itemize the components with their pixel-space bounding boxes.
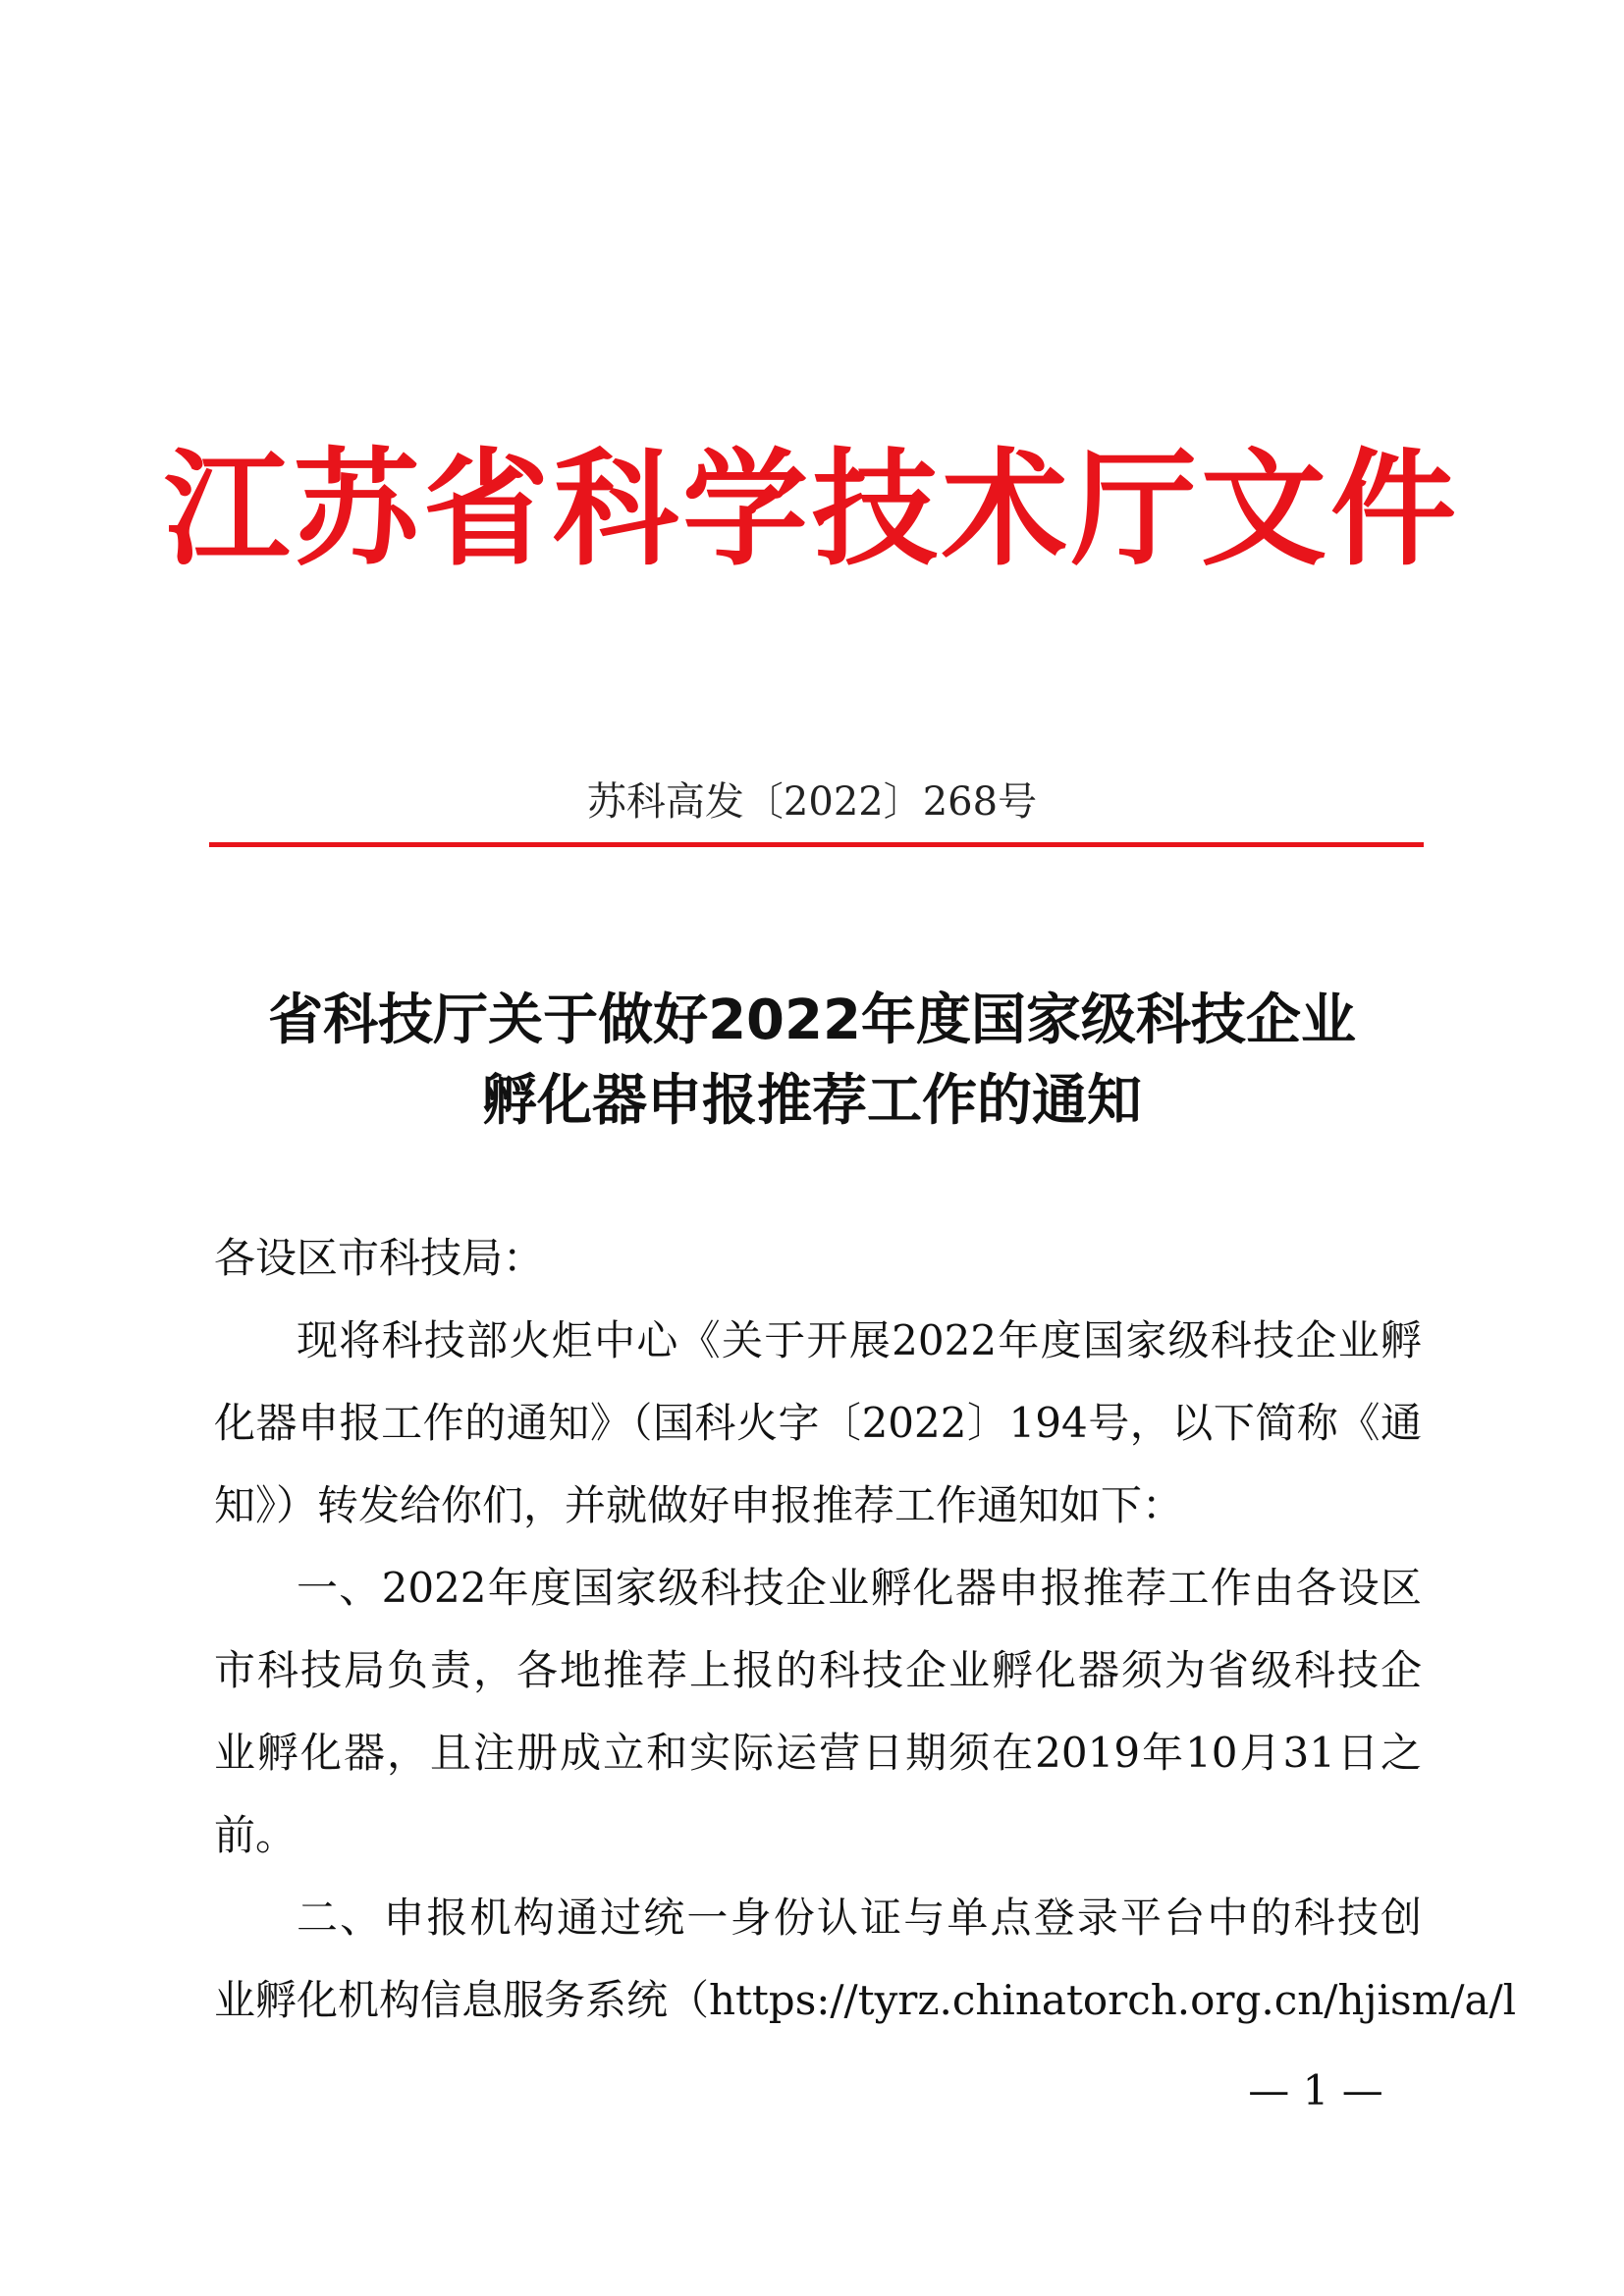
item2-line-1: 二、申报机构通过统一身份认证与单点登录平台中的科技创 xyxy=(297,1894,1422,1942)
item1-line-3: 业孵化器，且注册成立和实际运营日期须在2019年10月31日之 xyxy=(214,1729,1422,1777)
page-number: — 1 — xyxy=(1248,2066,1383,2114)
document-number: 苏科高发〔2022〕268号 xyxy=(586,779,1038,825)
intro-line-2: 化器申报工作的通知》（国科火字〔2022〕194号，以下简称《通 xyxy=(214,1399,1422,1447)
document-title-line-1: 省科技厅关于做好2022年度国家级科技企业 xyxy=(268,988,1356,1052)
intro-line-3: 知》）转发给你们，并就做好申报推荐工作通知如下： xyxy=(214,1481,1184,1529)
intro-line-1: 现将科技部火炬中心《关于开展2022年度国家级科技企业孵 xyxy=(297,1316,1422,1364)
document-title-line-2: 孵化器申报推荐工作的通知 xyxy=(482,1069,1142,1133)
item1-line-4: 前。 xyxy=(214,1811,298,1859)
item2-line-2: 业孵化机构信息服务系统（https://tyrz.chinatorch.org.cn/hjism/a/l xyxy=(214,1976,1517,2024)
item1-line-1: 一、2022年度国家级科技企业孵化器申报推荐工作由各设区 xyxy=(297,1564,1422,1612)
document-masthead: 江苏省科学技术厅文件 xyxy=(163,437,1460,583)
item1-line-2: 市科技局负责，各地推荐上报的科技企业孵化器须为省级科技企 xyxy=(214,1646,1422,1694)
red-separator-line xyxy=(209,842,1424,847)
salutation: 各设区市科技局： xyxy=(214,1234,545,1282)
